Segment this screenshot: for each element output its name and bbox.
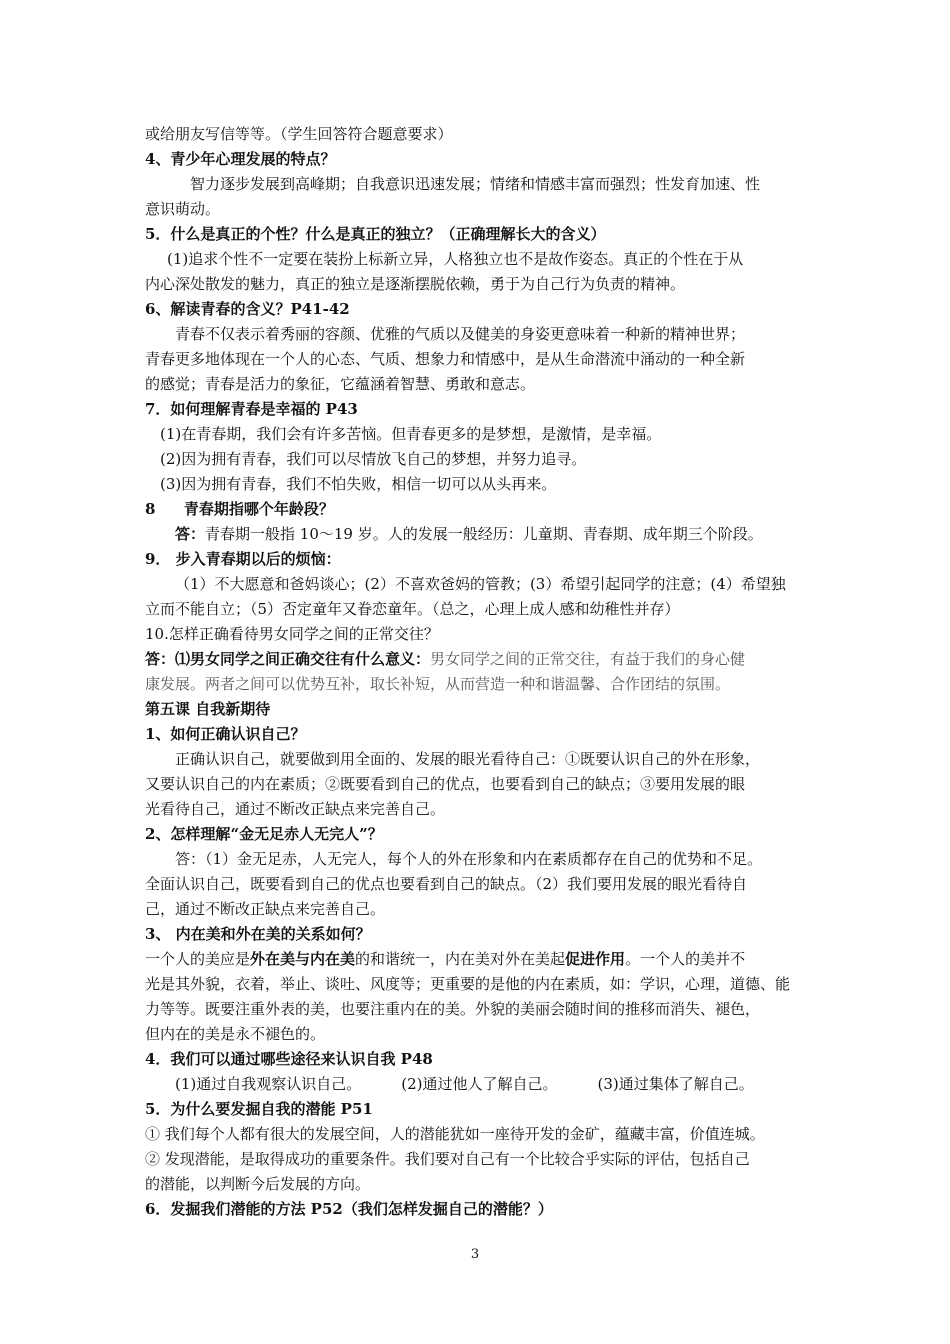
answer-line: 全面认识自己，既要看到自己的优点也要看到自己的缺点。（2）我们要用发展的眼光看待自 (145, 875, 748, 893)
question-heading: 1、如何正确认识自己？ (145, 725, 306, 743)
answer-line: (2)因为拥有青春，我们可以尽情放飞自己的梦想，并努力追寻。 (160, 450, 587, 468)
answer-line: 光看待自己，通过不断改正缺点来完善自己。 (145, 800, 446, 818)
question-heading: 5．什么是真正的个性？什么是真正的独立？（正确理解长大的含义） (145, 225, 606, 243)
answer-line: 立而不能自立；（5）否定童年又眷恋童年。（总之，心理上成人感和幼稚性并存） (145, 600, 680, 618)
answer-line (145, 1072, 810, 1097)
page-number: 3 (470, 1247, 480, 1262)
question-heading (145, 497, 810, 522)
answer-line: 意识萌动。 (145, 200, 221, 218)
answer-line: 己，通过不断改正缺点来完善自己。 (145, 900, 386, 918)
answer-line: 的潜能，以判断今后发展的方向。 (145, 1175, 371, 1193)
answer-line (145, 522, 810, 547)
question-heading: 2、怎样理解“金无足赤人无完人”？ (145, 825, 383, 843)
question-heading: 4．我们可以通过哪些途径来认识自我 P48 (145, 1050, 433, 1068)
question-heading (145, 547, 810, 572)
answer-line: 康发展。两者之间可以优势互补，取长补短，从而营造一种和谐温馨、合作团结的氛围。 (145, 675, 731, 693)
answer-text: 的和谐统一，内在美对外在美起 (355, 950, 566, 968)
lesson-title: 第五课 自我新期待 (145, 700, 271, 718)
question-number: 8 (145, 500, 156, 518)
answer-line: (1)追求个性不一定要在装扮上标新立异，人格独立也不是故作姿态。真正的个性在于从 (167, 250, 744, 268)
emphasis-text: 外在美与内在美 (250, 950, 356, 968)
answer-item: (2)通过他人了解自己。 (401, 1075, 558, 1093)
answer-line (145, 647, 810, 672)
answer-item: (3)通过集体了解自己。 (597, 1075, 754, 1093)
question-heading: 6、解读青春的含义？P41-42 (145, 300, 350, 318)
answer-line: 力等等。既要注重外表的美，也要注重内在的美。外貌的美丽会随时间的推移而消失、褪色， (145, 1000, 761, 1018)
answer-line: 青春更多地体现在一个人的心态、气质、想象力和情感中，是从生命潜流中涌动的一种全新 (145, 350, 746, 368)
answer-line: 光是其外貌，衣着，举止、谈吐、风度等；更重要的是他的内在素质，如：学识，心理，道德、能 (145, 975, 791, 993)
emphasis-text: 促进作用 (565, 950, 626, 968)
answer-line: 正确认识自己，就要做到用全面的、发展的眼光看待自己：①既要认识自己的外在形象， (175, 750, 761, 768)
answer-line: （1）不大愿意和爸妈谈心；(2）不喜欢爸妈的管教；(3）希望引起同学的注意；(4）希望独 (175, 575, 786, 593)
answer-line: 的感觉；青春是活力的象征，它蕴涵着智慧、勇敢和意志。 (145, 375, 536, 393)
question-text: 青春期指哪个年龄段？ (183, 500, 334, 518)
text-line: 或给朋友写信等等。（学生回答符合题意要求） (145, 125, 453, 143)
answer-line: ① 我们每个人都有很大的发展空间，人的潜能犹如一座待开发的金矿，蕴藏丰富，价值连城。 (145, 1125, 765, 1143)
answer-line: (1)在青春期，我们会有许多苦恼。但青春更多的是梦想，是激情，是幸福。 (160, 425, 662, 443)
question-heading: 4、青少年心理发展的特点？ (145, 150, 336, 168)
answer-item: (1)通过自我观察认识自己。 (175, 1075, 362, 1093)
question-heading: 7．如何理解青春是幸福的 P43 (145, 400, 358, 418)
answer-text: 一个人的美应是 (145, 950, 251, 968)
answer-line: ② 发现潜能，是取得成功的重要条件。我们要对自己有一个比较合乎实际的评估，包括自己 (145, 1150, 750, 1168)
question-text: 步入青春期以后的烦恼： (175, 550, 341, 568)
question-number: 9． (145, 550, 171, 568)
answer-label: 答：⑴男女同学之间正确交往有什么意义： (145, 650, 431, 668)
answer-text: 青春期一般指 10～19 岁。人的发展一般经历：儿童期、青春期、成年期三个阶段。 (205, 525, 763, 543)
answer-line: 但内在的美是永不褪色的。 (145, 1025, 326, 1043)
answer-label: 答： (175, 525, 206, 543)
answer-text: 男女同学之间的正常交往，有益于我们的身心健 (430, 650, 746, 668)
answer-line: 青春不仅表示着秀丽的容颜、优雅的气质以及健美的身姿更意味着一种新的精神世界； (175, 325, 746, 343)
answer-text: 。一个人的美并不 (625, 950, 746, 968)
question-heading: 3、 内在美和外在美的关系如何？ (145, 925, 371, 943)
answer-line: 内心深处散发的魅力，真正的独立是逐渐摆脱依赖，勇于为自己行为负责的精神。 (145, 275, 686, 293)
question-heading: 6．发掘我们潜能的方法 P52（我们怎样发掘自己的潜能？） (145, 1200, 553, 1218)
answer-line (145, 947, 810, 972)
document-page (145, 122, 810, 1222)
question-heading: 10.怎样正确看待男女同学之间的正常交往？ (145, 625, 439, 643)
answer-line: (3)因为拥有青春，我们不怕失败，相信一切可以从头再来。 (160, 475, 557, 493)
answer-line: 又要认识自己的内在素质；②既要看到自己的优点，也要看到自己的缺点；③要用发展的眼 (145, 775, 746, 793)
question-heading: 5．为什么要发掘自我的潜能 P51 (145, 1100, 373, 1118)
answer-line: 智力逐步发展到高峰期；自我意识迅速发展；情绪和情感丰富而强烈；性发育加速、性 (190, 175, 761, 193)
answer-line: 答：（1）金无足赤，人无完人，每个人的外在形象和内在素质都存在自己的优势和不足。 (175, 850, 763, 868)
